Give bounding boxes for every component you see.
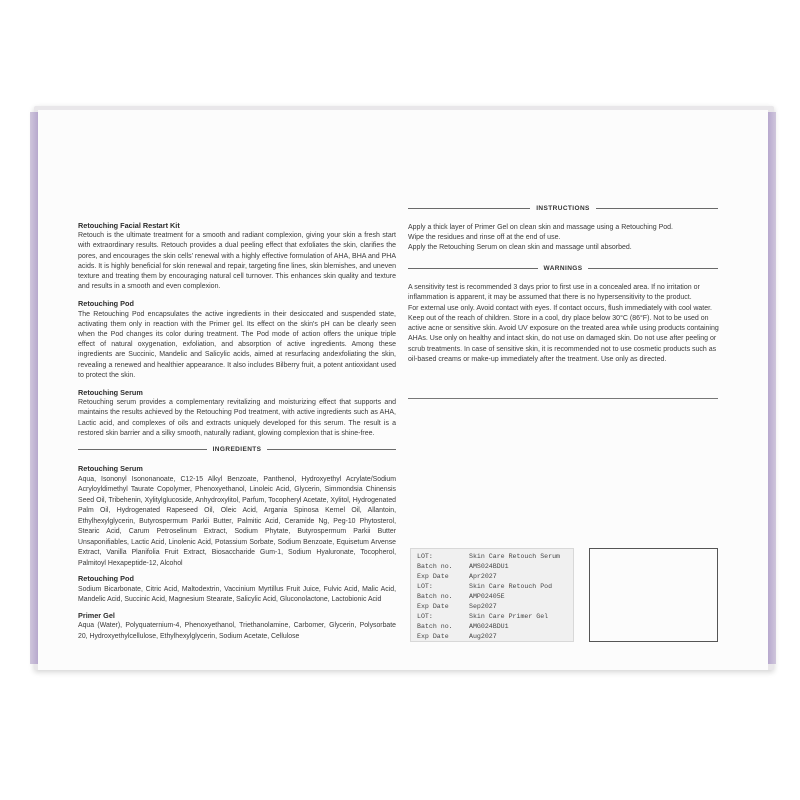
- product-descriptions: [78, 221, 396, 446]
- kit-text: Retouch is the ultimate treatment for a smooth and radiant complexion, giving your skin a fresh start with extraordinary results. Retouch provides a dual peeling effect that exfoliates the skin, clarifies the pores, and encourages the skin cells' renewal with a highly effective formulation of AHA, BHA and PHA acids. It is highly beneficial for skin renewal and repair, targeting fine lines, skin blemishes, and uneven texture and treating them by encouraging natural cell turnover. This enhances skin quality and texture and results in a smooth and even complexion.: [78, 232, 396, 291]
- warnings-rule-right: [588, 268, 718, 269]
- kit-title: Retouching Facial Restart Kit: [78, 221, 180, 230]
- instruction-line: Apply a thick layer of Primer Gel on clean skin and massage using a Retouching Pod.: [408, 224, 673, 231]
- pod-section: [78, 299, 396, 381]
- instructions-heading: [408, 205, 718, 212]
- ingredients-heading: [78, 446, 396, 453]
- batch-row: LOT: Skin Care Retouch Serum: [417, 553, 561, 560]
- ingredients-title: INGREDIENTS: [212, 446, 262, 453]
- instructions-rule-left: [408, 208, 530, 209]
- warnings-title: WARNINGS: [543, 265, 583, 272]
- batch-row: Batch no. AMS024BDU1: [417, 563, 509, 570]
- batch-row: Exp Date Sep2027: [417, 603, 497, 610]
- serum-section: [78, 388, 396, 439]
- ingredients-body: [78, 464, 396, 647]
- warnings-rule-left: [408, 268, 538, 269]
- kit-section: [78, 221, 396, 292]
- instruction-line: Wipe the residues and rinse off at the end of use.: [408, 234, 561, 242]
- warning-paragraph: A sensitivity test is recommended 3 days prior to first use in a concealed area. If no irritation or inflammation is apparent, it may be assumed that there is no hypersensitivity to the product.: [408, 284, 700, 302]
- instructions-title: INSTRUCTIONS: [536, 205, 590, 212]
- divider: [408, 398, 718, 399]
- ingr-serum-title: Retouching Serum: [78, 464, 143, 473]
- ingr-pod-list: Sodium Bicarbonate, Citric Acid, Maltodextrin, Vaccinium Myrtillus Fruit Juice, Fulvic Acid, Malic Acid, Mandelic Acid, Succinic Acid, Magnesium Stearate, Salicylic Acid, Gluconolactone, Lactobionic Acid: [78, 585, 396, 603]
- serum-text: Retouching serum provides a complementary revitalizing and moisturizing effect that supports and maintains the results achieved by the Retouching Pod treatment, with active ingredients such as AHA, Lactic acid, and complexes of oils and extracts uniquely developed for this serum. The result is a restored skin barrier and a silky smooth, naturally radiant, glowing complexion that is shine-free.: [78, 399, 396, 437]
- instructions-body: [408, 223, 726, 254]
- batch-row: LOT: Skin Care Retouch Pod: [417, 583, 553, 590]
- ingr-pod-title: Retouching Pod: [78, 574, 134, 583]
- blank-label-box: [589, 548, 718, 642]
- batch-row: Exp Date Aug2027: [417, 633, 497, 640]
- pod-title: Retouching Pod: [78, 299, 134, 309]
- instruction-line: Apply the Retouching Serum on clean skin and massage until absorbed.: [408, 244, 632, 252]
- batch-row: LOT: Skin Care Primer Gel: [417, 613, 549, 620]
- batch-row: Batch no. AMP02405E: [417, 593, 505, 600]
- ingr-serum-list: Aqua, Isononyl Isononanoate, C12-15 Alkyl Benzoate, Panthenol, Hydroxyethyl Acrylate/Sodium Acryloyldimethyl Taurate Copolymer, Phenoxyethanol, Linoleic Acid, Glycerin, Simmondsia Chinensis Seed Oil, Tribehenin, Xylitylglucoside, Anhydroxylitol, Parfum, Tocopheryl Acetate, Xylitol, Hydrogenated Palm Oil, Hydrogenated Rapeseed Oil, Oleic Acid, Argania Spinosa Kernel Oil, Allantoin, Ethylhexylglycerin, Butyrospermum Parkii Butter, Palmitic Acid, Ceramide Ng, Peg-10 Phytosterol, Stearic Acid, Carum Petroselinum Extract, Sodium Phytate, Butyrospermum Parkii Butter Unsaponifiables, Lactic Acid, Linolenic Acid, Potassium Sorbate, Sodium Benzoate, Equisetum Arvense Extract, Vanilla Planifolia Fruit Extract, Biosaccharide Gum-1, Sodium Hyaluronate, Tocopherol, Palmitoyl Hexapeptide-12, Alcohol: [78, 475, 396, 567]
- ingredients-rule-right: [267, 449, 396, 450]
- instructions-rule-right: [596, 208, 718, 209]
- batch-row: Exp Date Apr2027: [417, 573, 497, 580]
- batch-info-sticker: [410, 548, 574, 642]
- warnings-body: [408, 283, 726, 365]
- serum-title: Retouching Serum: [78, 388, 143, 398]
- warning-paragraph: For external use only. Avoid contact with eyes. If contact occurs, flush immediately with cool water. Keep out of the reach of children. Store in a cool, dry place below 30°C (86°F). Not to be used on active acne or sensitive skin. Avoid UV exposure on the treated area while using products containing AHAs. Use only on healthy and intact skin, do not use on damaged skin. Do not use after peeling or scrub treatments. In case of sensitive skin, it is recommended not to use cosmetic products such as oil-based creams or make-up immediately after the treatment. Use only as directed.: [408, 304, 719, 364]
- box-edge-left: [30, 112, 38, 664]
- ingr-gel-title: Primer Gel: [78, 610, 115, 620]
- ingredients-rule-left: [78, 449, 207, 450]
- box-edge-right: [768, 112, 776, 664]
- ingr-gel-list: Aqua (Water), Polyquaternium-4, Phenoxyethanol, Triethanolamine, Carbomer, Glycerin, Polysorbate 20, Hydroxyethylcellulose, Ethylhexylglycerin, Sodium Acetate, Cellulose: [78, 622, 396, 640]
- warnings-heading: [408, 265, 718, 272]
- pod-text: The Retouching Pod encapsulates the active ingredients in their desiccated and suspended state, activating them only in reaction with the Primer gel. Its effect on the skin's pH can be clearly seen when the Pod changes its color during treatment. The Pod mode of action offers the unique triple effect of natural oxygenation, exfoliation, and absorption of active ingredients. Among these ingredients are Succinic, Mandelic and Salicylic acids, aimed at resurfacing andexfoliating the skin, revealing a renewed and healthier appearance. It also includes Bilberry fruit, a potent antioxidant used to protect the skin.: [78, 310, 396, 379]
- batch-row: Batch no. AMG024BDU1: [417, 623, 509, 630]
